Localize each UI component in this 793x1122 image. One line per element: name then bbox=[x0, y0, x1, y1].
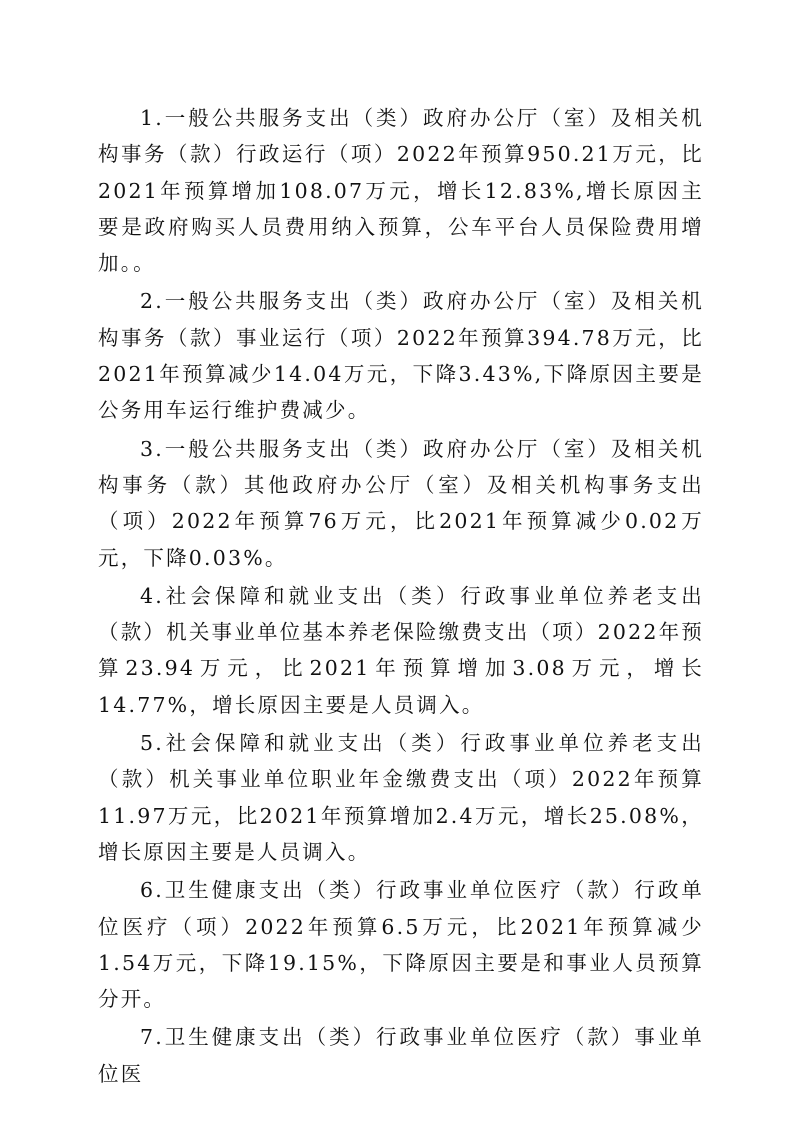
paragraph-3: 3.一般公共服务支出（类）政府办公厅（室）及相关机构事务（款）其他政府办公厅（室）及相关机构事务支出（项）2022年预算76万元，比2021年预算减少0.02万元，下降0.03%。 bbox=[98, 436, 704, 570]
paragraph-6: 6.卫生健康支出（类）行政事业单位医疗（款）行政单位医疗（项）2022年预算6.5万元，比2021年预算减少1.54万元，下降19.15%，下降原因主要是和事业人员预算分开。 bbox=[98, 878, 704, 1012]
paragraph-4: 4.社会保障和就业支出（类）行政事业单位养老支出（款）机关事业单位基本养老保险缴费支出（项）2022年预算23.94万元，比2021年预算增加3.08万元，增长14.77%，增长原因主要是人员调入。 bbox=[98, 583, 704, 717]
paragraph-2: 2.一般公共服务支出（类）政府办公厅（室）及相关机构事务（款）事业运行（项）2022年预算394.78万元，比2021年预算减少14.04万元，下降3.43%,下降原因主要是公务用车运行维护费减少。 bbox=[98, 289, 704, 423]
paragraph-5: 5.社会保障和就业支出（类）行政事业单位养老支出（款）机关事业单位职业年金缴费支出（项）2022年预算11.97万元，比2021年预算增加2.4万元，增长25.08%，增长原因主要是人员调入。 bbox=[98, 731, 704, 864]
paragraph-7: 7.卫生健康支出（类）行政事业单位医疗（款）事业单位医 bbox=[98, 1025, 704, 1086]
document-body bbox=[98, 100, 704, 1094]
paragraph-1: 1.一般公共服务支出（类）政府办公厅（室）及相关机构事务（款）行政运行（项）2022年预算950.21万元，比2021年预算增加108.07万元，增长12.83%,增长原因主要是政府购买人员费用纳入预算，公车平台人员保险费用增加。。 bbox=[98, 106, 704, 276]
